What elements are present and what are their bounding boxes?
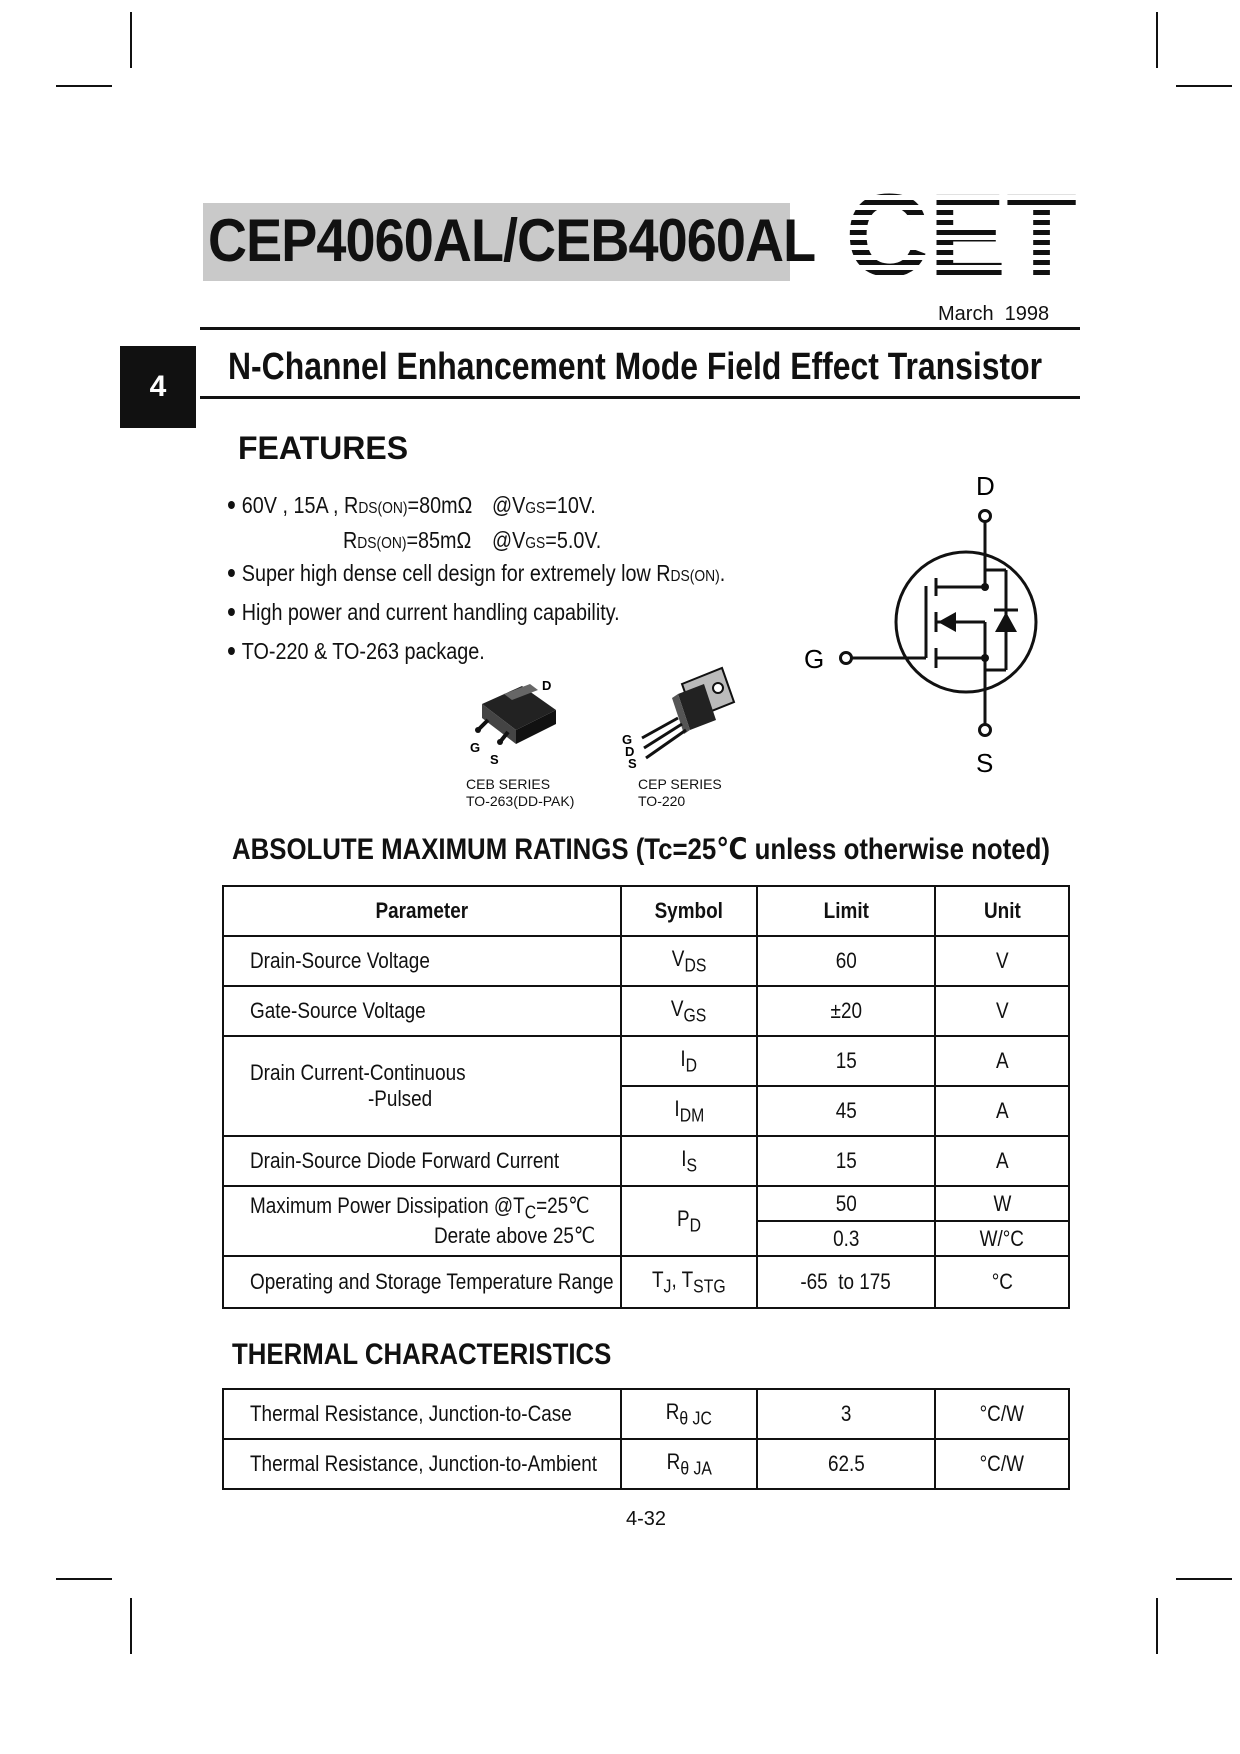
crop-mark <box>56 85 112 87</box>
param-cell: Thermal Resistance, Junction-to-Ambient <box>223 1439 621 1489</box>
crop-mark <box>130 12 132 68</box>
param-cell: Drain-Source Diode Forward Current <box>223 1136 621 1186</box>
table-row <box>223 1036 1069 1086</box>
ratings-table <box>222 885 1070 1309</box>
divider-bottom <box>200 396 1080 399</box>
header-unit: Unit <box>935 886 1069 936</box>
cep-series-label <box>638 776 722 810</box>
limit-cell: 15 <box>757 1136 935 1186</box>
table-header-row <box>223 886 1069 936</box>
svg-text:D: D <box>542 678 552 693</box>
package-series: CEB SERIES <box>466 776 551 792</box>
crop-mark <box>1176 1578 1232 1580</box>
symbol-cell: $I_S$ <box>621 1136 757 1186</box>
feature-item: TO-220 & TO-263 package. <box>228 638 485 665</box>
svg-text:G: G <box>622 732 633 747</box>
drain-label: D <box>976 471 995 501</box>
header-parameter: Parameter <box>223 886 621 936</box>
param-cell: Maximum Power Dissipation $@T_C=25℃$ Derate above 25℃ <box>223 1186 621 1256</box>
unit-cell: °C/W <box>935 1389 1069 1439</box>
symbol-cell: $P_D$ <box>621 1186 757 1256</box>
limit-cell: 3 <box>757 1389 935 1439</box>
limit-cell: 15 <box>757 1036 935 1086</box>
table-row <box>223 1439 1069 1489</box>
limit-cell: 60 <box>757 936 935 986</box>
table-row <box>223 1136 1069 1186</box>
document-date: March 1998 <box>938 303 1050 325</box>
unit-cell: W/°C <box>935 1221 1069 1256</box>
table-row <box>223 1389 1069 1439</box>
features-heading: FEATURES <box>238 430 409 466</box>
thermal-table <box>222 1388 1070 1490</box>
feature-item: 60V , 15A , RDS(ON)=80mΩ <box>228 492 472 519</box>
divider-top <box>200 327 1080 330</box>
crop-mark <box>130 1598 132 1654</box>
unit-cell: A <box>935 1086 1069 1136</box>
page-subtitle: N-Channel Enhancement Mode Field Effect Transistor <box>228 346 1043 388</box>
unit-cell: °C <box>935 1256 1069 1308</box>
crop-mark <box>56 1578 112 1580</box>
bullet-icon <box>228 647 235 655</box>
cet-logo <box>845 190 1080 280</box>
feature-item: High power and current handling capability. <box>228 599 620 626</box>
package-series: CEP SERIES <box>638 776 722 792</box>
symbol-cell: $I_{DM}$ <box>621 1086 757 1136</box>
param-cell: Drain Current-Continuous -Pulsed <box>223 1036 621 1136</box>
unit-cell: V <box>935 936 1069 986</box>
param-cell: Thermal Resistance, Junction-to-Case <box>223 1389 621 1439</box>
param-cell: Gate-Source Voltage <box>223 986 621 1036</box>
table-row <box>223 1186 1069 1221</box>
limit-cell: -65 to 175 <box>757 1256 935 1308</box>
to220-package-icon <box>618 664 738 776</box>
limit-cell: 45 <box>757 1086 935 1136</box>
crop-mark <box>1176 85 1232 87</box>
limit-cell: 62.5 <box>757 1439 935 1489</box>
bullet-icon <box>228 569 235 577</box>
table-row <box>223 986 1069 1036</box>
symbol-cell: $V_{DS}$ <box>621 936 757 986</box>
mosfet-schematic-symbol <box>796 470 1056 782</box>
param-cell: Operating and Storage Temperature Range <box>223 1256 621 1308</box>
table-row <box>223 936 1069 986</box>
feature-condition: @VGS=10V. <box>492 492 596 518</box>
crop-mark <box>1156 12 1158 68</box>
table-row <box>223 1256 1069 1308</box>
unit-cell: °C/W <box>935 1439 1069 1489</box>
symbol-cell: $T_J$, $T_{STG}$ <box>621 1256 757 1308</box>
symbol-cell: $I_D$ <box>621 1036 757 1086</box>
svg-text:G: G <box>470 740 481 755</box>
limit-cell: 50 <box>757 1186 935 1221</box>
symbol-cell: $R_{\theta JC}$ <box>621 1389 757 1439</box>
ceb-series-label <box>466 776 574 810</box>
feature-item: RDS(ON)=85mΩ <box>343 527 472 553</box>
package-type: TO-220 <box>638 793 686 809</box>
unit-cell: A <box>935 1036 1069 1086</box>
header-symbol: Symbol <box>621 886 757 936</box>
unit-cell: A <box>935 1136 1069 1186</box>
unit-cell: W <box>935 1186 1069 1221</box>
svg-text:S: S <box>628 756 637 771</box>
to263-package-icon <box>460 672 570 768</box>
ratings-heading: ABSOLUTE MAXIMUM RATINGS (Tc=25℃ unless otherwise noted) <box>232 833 1050 866</box>
thermal-heading: THERMAL CHARACTERISTICS <box>232 1338 612 1371</box>
header-limit: Limit <box>757 886 935 936</box>
page-number: 4-32 <box>626 1508 667 1530</box>
section-tab: 4 <box>120 346 196 428</box>
bullet-icon <box>228 608 235 616</box>
package-type: TO-263(DD-PAK) <box>466 793 575 809</box>
symbol-cell: $R_{\theta JA}$ <box>621 1439 757 1489</box>
bullet-icon <box>228 501 235 509</box>
part-number-title: CEP4060AL/CEB4060AL <box>208 207 816 274</box>
param-cell: Drain-Source Voltage <box>223 936 621 986</box>
svg-text:D: D <box>625 744 635 759</box>
source-label: S <box>976 748 994 778</box>
crop-mark <box>1156 1598 1158 1654</box>
gate-label: G <box>804 644 825 674</box>
svg-text:S: S <box>490 752 499 767</box>
feature-item: Super high dense cell design for extremely low RDS(ON). <box>228 560 725 587</box>
feature-condition: @VGS=5.0V. <box>492 527 602 553</box>
limit-cell: 0.3 <box>757 1221 935 1256</box>
symbol-cell: $V_{GS}$ <box>621 986 757 1036</box>
limit-cell: ±20 <box>757 986 935 1036</box>
unit-cell: V <box>935 986 1069 1036</box>
